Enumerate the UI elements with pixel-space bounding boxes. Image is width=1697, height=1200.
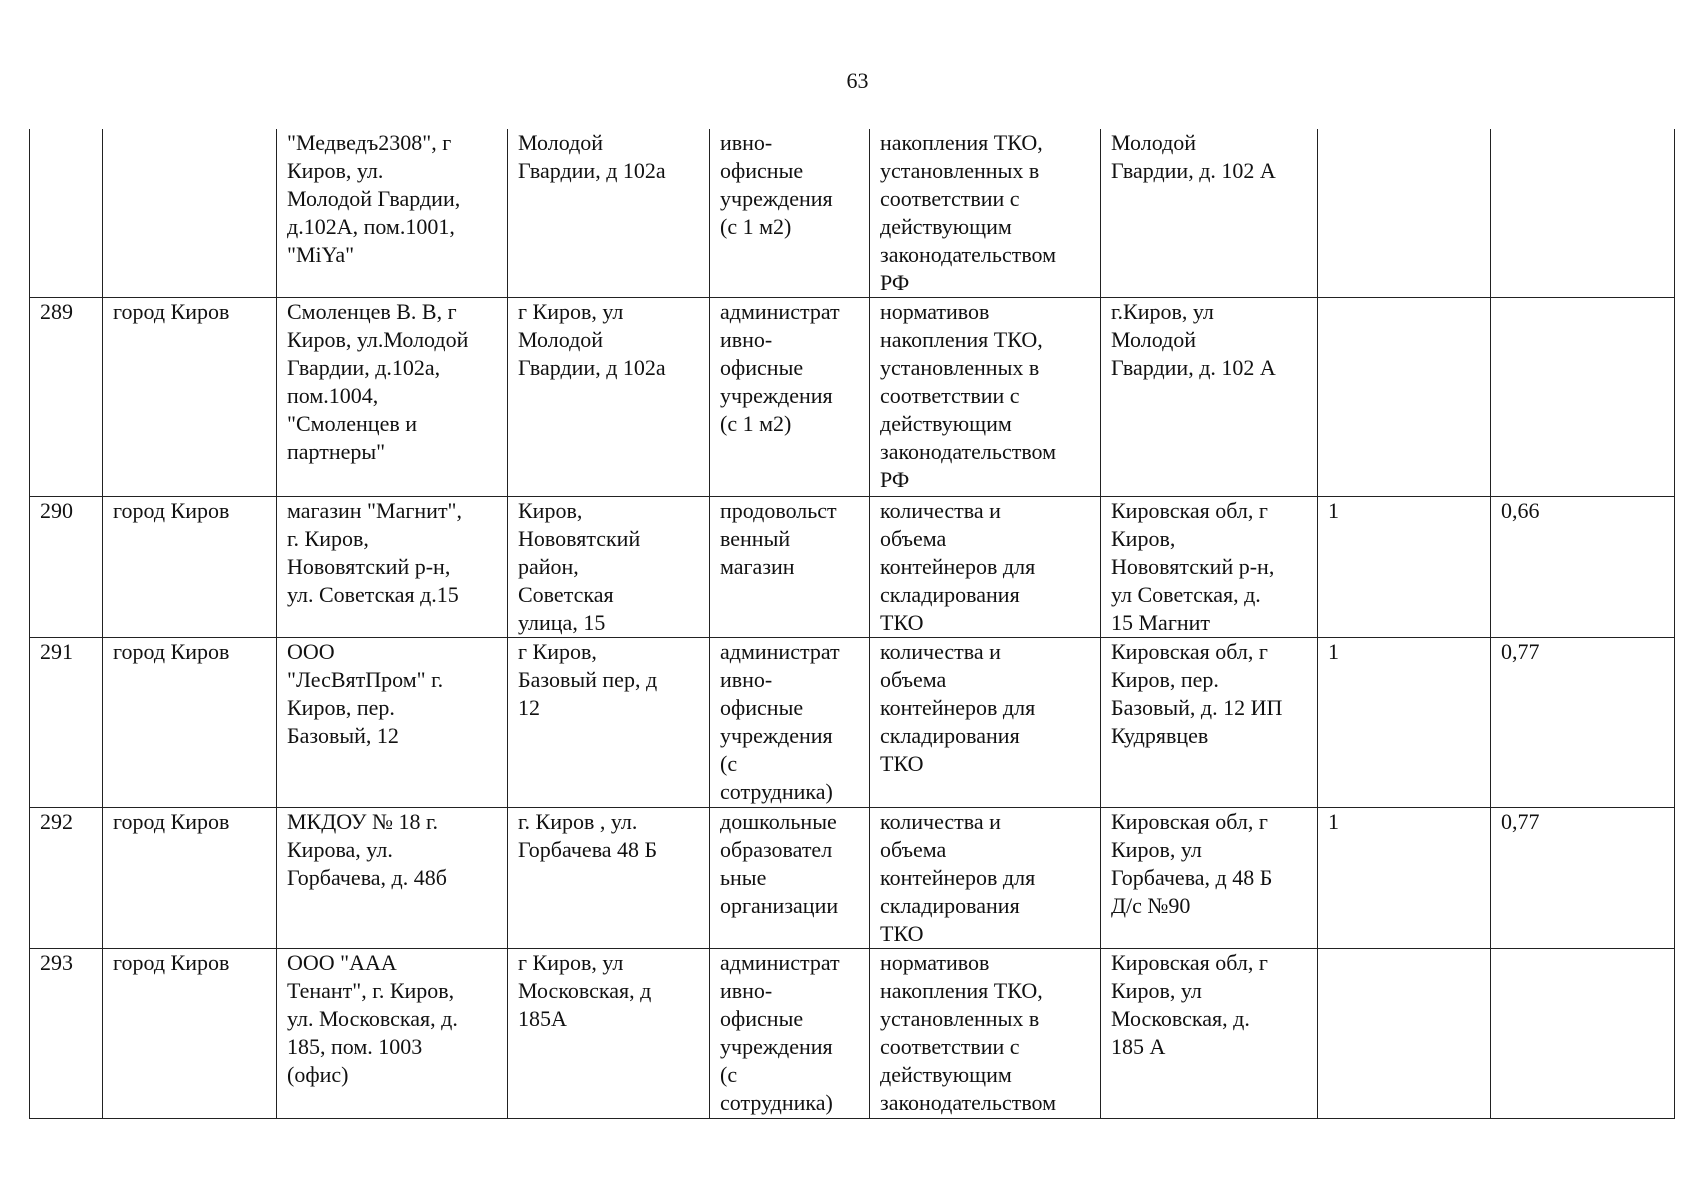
method-cell: количества и объема контейнеров для складирования ТКО [870,808,1101,949]
address-cell: Киров, Нововятский район, Советская улица, 15 [508,497,710,638]
site-address-cell: Кировская обл, г Киров, пер. Базовый, д. 12 ИП Кудрявцев [1101,638,1318,808]
table-row [30,497,1675,638]
container-count-cell [1318,298,1491,497]
method-cell: количества и объема контейнеров для складирования ТКО [870,638,1101,808]
site-address-cell: г.Киров, ул Молодой Гвардии, д. 102 А [1101,298,1318,497]
row-number: 290 [30,497,103,638]
container-count-cell: 1 [1318,638,1491,808]
category-cell: администрат ивно- офисные учреждения (с сотрудника) [710,638,870,808]
table-row [30,129,1675,298]
table-row [30,298,1675,497]
locality-cell: город Киров [103,497,277,638]
container-count-cell: 1 [1318,497,1491,638]
container-volume-cell: 0,66 [1491,497,1675,638]
row-number: 292 [30,808,103,949]
category-cell: администрат ивно- офисные учреждения (с 1 м2) [710,298,870,497]
container-volume-cell [1491,129,1675,298]
waste-source-cell: ООО "ААА Тенант", г. Киров, ул. Московская, д. 185, пом. 1003 (офис) [277,949,508,1119]
container-volume-cell [1491,298,1675,497]
method-cell: количества и объема контейнеров для складирования ТКО [870,497,1101,638]
container-volume-cell: 0,77 [1491,638,1675,808]
waste-source-cell: магазин "Магнит", г. Киров, Нововятский р-н, ул. Советская д.15 [277,497,508,638]
table-row [30,949,1675,1119]
container-count-cell [1318,129,1491,298]
row-number: 291 [30,638,103,808]
site-address-cell: Кировская обл, г Киров, Нововятский р-н, ул Советская, д. 15 Магнит [1101,497,1318,638]
container-count-cell: 1 [1318,808,1491,949]
locality-cell: город Киров [103,638,277,808]
container-volume-cell [1491,949,1675,1119]
waste-source-cell: "Медведъ2308", г Киров, ул. Молодой Гвардии, д.102А, пом.1001, "MiYa" [277,129,508,298]
locality-cell: город Киров [103,298,277,497]
table-row [30,808,1675,949]
waste-source-cell: ООО "ЛесВятПром" г. Киров, пер. Базовый, 12 [277,638,508,808]
waste-source-cell: Смоленцев В. В, г Киров, ул.Молодой Гвардии, д.102а, пом.1004, "Смоленцев и партнеры" [277,298,508,497]
waste-sites-table [29,129,1675,1119]
method-cell: нормативов накопления ТКО, установленных в соответствии с действующим законодательством РФ [870,298,1101,497]
container-count-cell [1318,949,1491,1119]
row-number [30,129,103,298]
method-cell: накопления ТКО, установленных в соответствии с действующим законодательством РФ [870,129,1101,298]
locality-cell: город Киров [103,808,277,949]
address-cell: г Киров, Базовый пер, д 12 [508,638,710,808]
locality-cell [103,129,277,298]
address-cell: Молодой Гвардии, д 102а [508,129,710,298]
table-row [30,638,1675,808]
site-address-cell: Молодой Гвардии, д. 102 А [1101,129,1318,298]
waste-source-cell: МКДОУ № 18 г. Кирова, ул. Горбачева, д. 48б [277,808,508,949]
category-cell: ивно- офисные учреждения (с 1 м2) [710,129,870,298]
category-cell: дошкольные образовател ьные организации [710,808,870,949]
address-cell: г Киров, ул Молодой Гвардии, д 102а [508,298,710,497]
address-cell: г Киров, ул Московская, д 185А [508,949,710,1119]
method-cell: нормативов накопления ТКО, установленных в соответствии с действующим законодательством [870,949,1101,1119]
address-cell: г. Киров , ул. Горбачева 48 Б [508,808,710,949]
site-address-cell: Кировская обл, г Киров, ул Московская, д. 185 А [1101,949,1318,1119]
page-number: 63 [846,68,869,93]
category-cell: администрат ивно- офисные учреждения (с сотрудника) [710,949,870,1119]
site-address-cell: Кировская обл, г Киров, ул Горбачева, д 48 Б Д/с №90 [1101,808,1318,949]
row-number: 293 [30,949,103,1119]
category-cell: продовольст венный магазин [710,497,870,638]
row-number: 289 [30,298,103,497]
container-volume-cell: 0,77 [1491,808,1675,949]
locality-cell: город Киров [103,949,277,1119]
